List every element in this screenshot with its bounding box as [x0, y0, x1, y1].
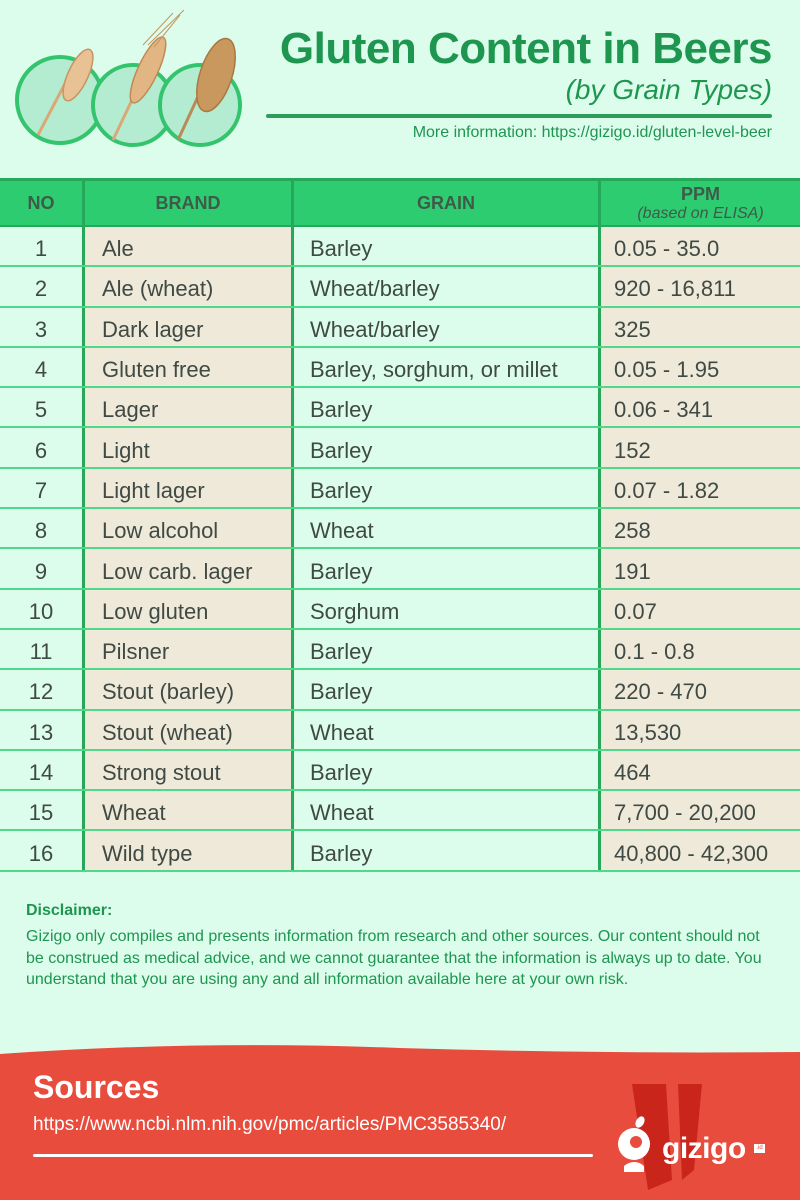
grain-cell: Sorghum: [291, 590, 598, 628]
ppm-cell: 0.1 - 0.8: [598, 630, 800, 668]
source-link[interactable]: https://www.ncbi.nlm.nih.gov/pmc/articles/PMC3585340/: [33, 1114, 507, 1135]
brand-cell: Low carb. lager: [82, 549, 291, 587]
ppm-cell: 191: [598, 549, 800, 587]
ppm-cell: 325: [598, 308, 800, 346]
brand-cell: Strong stout: [82, 751, 291, 789]
row-number: 14: [28, 760, 54, 785]
header: [0, 0, 800, 170]
brand-cell: Low gluten: [82, 590, 291, 628]
grain-cell: Barley: [291, 469, 598, 507]
ppm-cell: 464: [598, 751, 800, 789]
brand-cell: Light lager: [82, 469, 291, 507]
brand-cell: Ale: [82, 227, 291, 265]
table-row: [0, 267, 800, 307]
more-info-link[interactable]: More information: https://gizigo.id/gluten-level-beer: [412, 124, 772, 141]
grain-cell: Barley: [291, 751, 598, 789]
ppm-cell: 0.07: [598, 590, 800, 628]
grain-cell: Barley: [291, 831, 598, 869]
grain-cell: Wheat/barley: [291, 308, 598, 346]
table-row: [0, 670, 800, 710]
grain-cell: Wheat: [291, 791, 598, 829]
page-subtitle: (by Grain Types): [565, 74, 772, 105]
brand-cell: Dark lager: [82, 308, 291, 346]
row-number: 12: [28, 679, 54, 705]
brand-cell: Gluten free: [82, 348, 291, 386]
table-row: [0, 469, 800, 509]
grain-cell: Wheat: [291, 711, 598, 749]
gluten-table: [0, 178, 800, 872]
grain-cell: Barley: [291, 549, 598, 587]
table-row: [0, 590, 800, 630]
ppm-cell: 0.06 - 341: [598, 388, 800, 426]
brand-cell: Pilsner: [82, 630, 291, 668]
grain-illustration: [8, 5, 248, 155]
row-number: 3: [34, 316, 48, 342]
ppm-cell: 920 - 16,811: [598, 267, 800, 305]
table-row: [0, 751, 800, 791]
disclaimer: [26, 902, 776, 991]
table-row: [0, 509, 800, 549]
table-row: [0, 549, 800, 589]
row-number: 16: [28, 840, 54, 866]
brand-cell: Stout (barley): [82, 670, 291, 708]
row-number: 15: [28, 800, 54, 826]
brand-cell: Lager: [82, 388, 291, 426]
title-divider: [266, 114, 772, 118]
row-number: 13: [28, 719, 54, 745]
disclaimer-title: Disclaimer:: [26, 902, 113, 919]
brand-cell: Wild type: [82, 831, 291, 869]
row-number: 10: [28, 598, 54, 624]
brand-cell: Light: [82, 428, 291, 466]
column-header-grain: GRAIN: [291, 181, 598, 225]
grain-cell: Barley: [291, 670, 598, 708]
row-number: 5: [34, 397, 48, 423]
table-row: [0, 348, 800, 388]
grain-cell: Barley, sorghum, or millet: [291, 348, 598, 386]
row-number: 8: [34, 518, 48, 544]
disclaimer-text: Gizigo only compiles and presents information from research and other sources. Our content should not be construed as medical advice, and we cannot guarantee that the information is always up to date. You understand that you are using any and all information available here at your own risk.: [26, 928, 762, 988]
table-row: [0, 388, 800, 428]
row-number: 4: [34, 357, 48, 383]
ppm-cell: 220 - 470: [598, 670, 800, 708]
table-row: [0, 791, 800, 831]
grain-cell: Barley: [291, 388, 598, 426]
row-number: 11: [29, 639, 53, 665]
ppm-cell: 0.05 - 35.0: [598, 227, 800, 265]
brand-name: gizigo: [662, 1132, 746, 1165]
grain-cell: Wheat/barley: [291, 267, 598, 305]
grain-cell: Barley: [291, 630, 598, 668]
table-body: [0, 227, 800, 872]
ppm-cell: 40,800 - 42,300: [598, 831, 800, 869]
grain-cell: Barley: [291, 428, 598, 466]
table-row: [0, 428, 800, 468]
page-title: Gluten Content in Beers: [279, 24, 772, 73]
table-row: [0, 831, 800, 871]
sources-title: Sources: [33, 1069, 160, 1105]
sources-divider: [33, 1154, 593, 1157]
brand-cell: Low alcohol: [82, 509, 291, 547]
brand-cell: Stout (wheat): [82, 711, 291, 749]
brand-cell: Ale (wheat): [82, 267, 291, 305]
ppm-cell: 7,700 - 20,200: [598, 791, 800, 829]
row-number: 7: [34, 477, 48, 503]
table-row: [0, 308, 800, 348]
table-header: [0, 178, 800, 227]
grain-cell: Wheat: [291, 509, 598, 547]
ppm-cell: 0.05 - 1.95: [598, 348, 800, 386]
table-row: [0, 711, 800, 751]
ppm-subheader: (based on ELISA): [637, 204, 764, 222]
column-header-brand: BRAND: [82, 181, 291, 225]
ppm-cell: 0.07 - 1.82: [598, 469, 800, 507]
brand-cell: Wheat: [82, 791, 291, 829]
ppm-cell: 13,530: [598, 711, 800, 749]
grain-cell: Barley: [291, 227, 598, 265]
ppm-cell: 258: [598, 509, 800, 547]
column-header-no: NO: [27, 192, 55, 213]
column-header-ppm: PPM (based on ELISA): [598, 181, 800, 225]
brand-tld: .id: [754, 1144, 765, 1153]
row-number: 2: [34, 276, 48, 302]
row-number: 9: [34, 558, 48, 584]
row-number: 6: [34, 437, 48, 463]
row-number: 1: [34, 236, 48, 262]
table-row: [0, 630, 800, 670]
sources-footer: [0, 1040, 800, 1200]
ppm-cell: 152: [598, 428, 800, 466]
table-row: [0, 227, 800, 267]
